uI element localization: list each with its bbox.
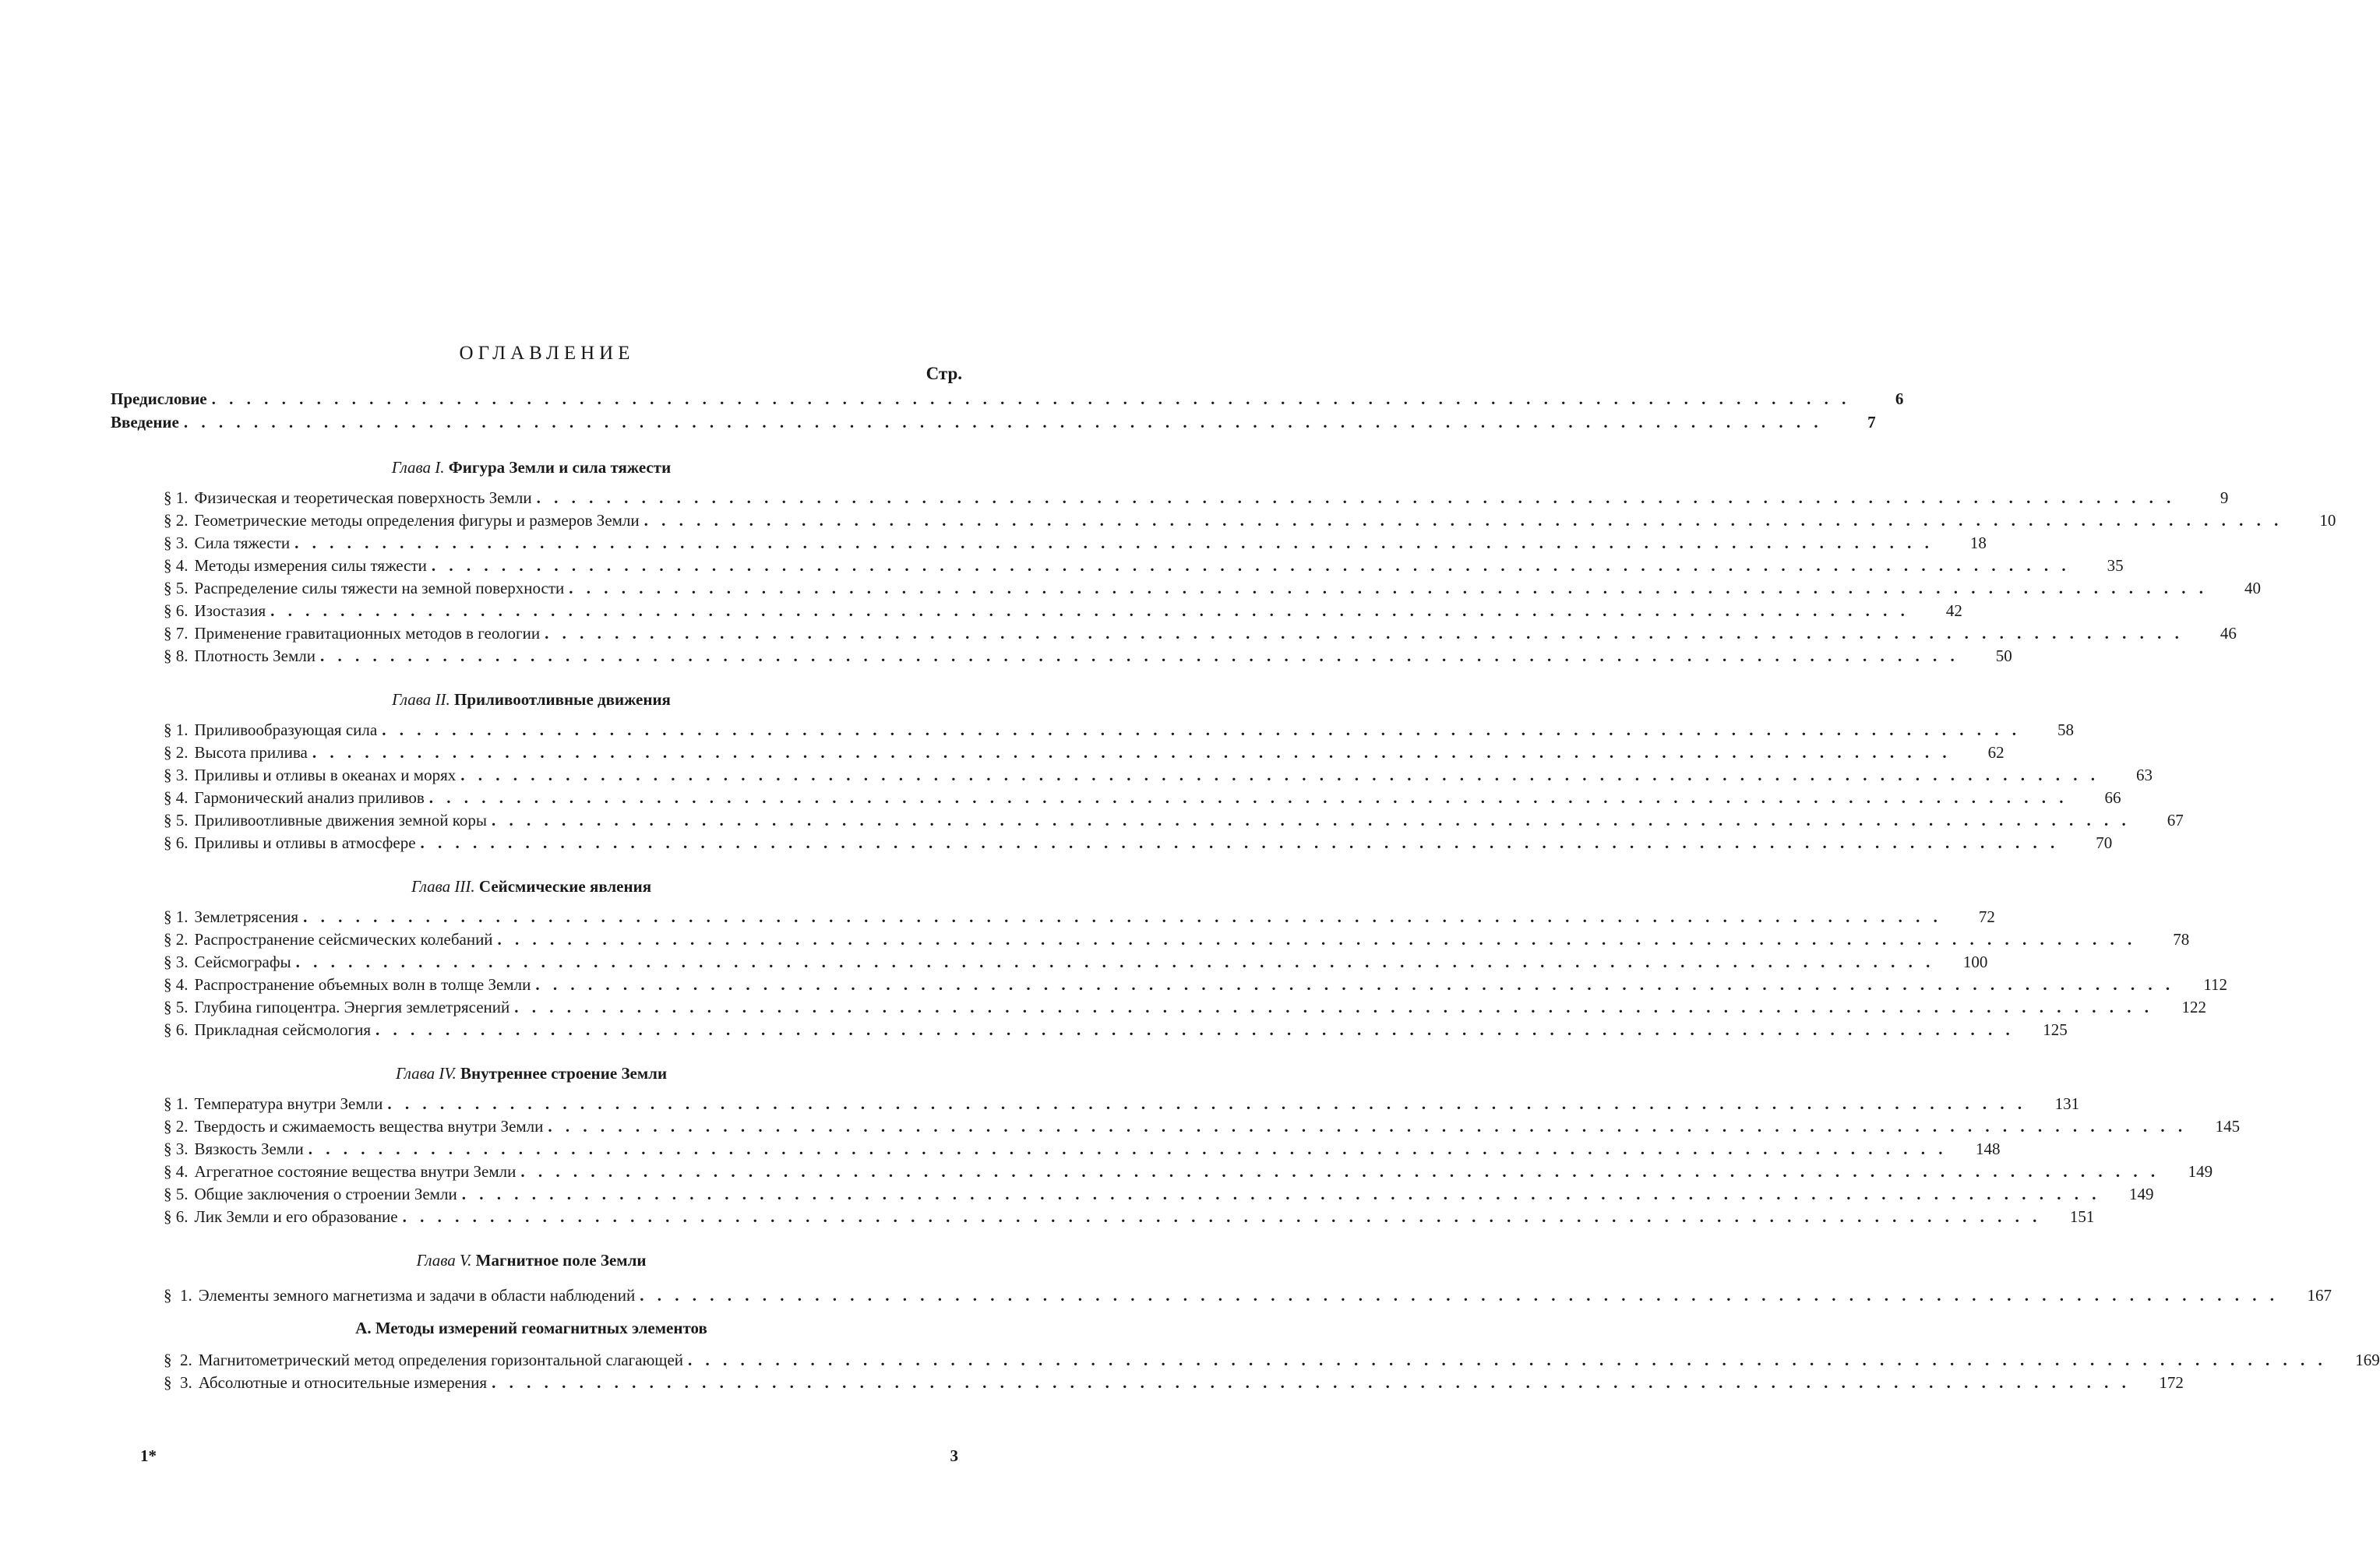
entry-label: Сейсмографы: [194, 953, 291, 971]
dot-leader: . . . . . . . . . . . . . . . . . . . . . . . . . . . . . . . . . . . . . . . . . . . . . . . . . . . . . . . . . . . . . . . . . . . . . . . . . . . . . . . . . . . . . . . . . . . . . .: [312, 743, 1952, 762]
entry-label: Распределение силы тяжести на земной поверхности: [194, 579, 565, 597]
chapter-title: Сейсмические явления: [478, 877, 652, 896]
entry-page: 148: [1976, 1140, 2001, 1158]
page-number: 3: [950, 1446, 958, 1465]
entry-label: Изостазия: [194, 601, 266, 620]
dot-leader: . . . . . . . . . . . . . . . . . . . . . . . . . . . . . . . . . . . . . . . . . . . . . . . . . . . . . . . . . . . . . . . . . . . . . . . . . . . . . . . . . . . . . . . . . . . . . .: [491, 811, 2131, 830]
entry-label: Физическая и теоретическая поверхность Земли: [194, 488, 532, 507]
section-number: § 1.: [164, 1094, 189, 1113]
toc-entry[interactable]: [164, 509, 2336, 532]
entry-page: 149: [2188, 1162, 2213, 1181]
dot-leader: . . . . . . . . . . . . . . . . . . . . . . . . . . . . . . . . . . . . . . . . . . . . . . . . . . . . . . . . . . . . . . . . . . . . . . . . . . . . . . . . . . . . . . . . . . . . . .: [536, 488, 2176, 507]
printer-signature: 1*: [140, 1446, 157, 1465]
toc-entry-preface[interactable]: [111, 387, 1904, 410]
toc-entry[interactable]: [164, 995, 2206, 1019]
toc-entry[interactable]: [164, 741, 2004, 764]
section-number: § 5.: [164, 998, 189, 1016]
toc-entry[interactable]: [164, 1160, 2213, 1183]
dot-leader: . . . . . . . . . . . . . . . . . . . . . . . . . . . . . . . . . . . . . . . . . . . . . . . . . . . . . . . . . . . . . . . . . . . . . . . . . . . . . . . . . . . . . . . . . . . . . .: [520, 1162, 2160, 1181]
toc-entry[interactable]: [164, 763, 2153, 787]
entry-page: 151: [2069, 1207, 2095, 1226]
section-number: § 2.: [164, 743, 189, 762]
toc-entry[interactable]: [164, 973, 2228, 996]
toc-entry[interactable]: [164, 718, 2074, 742]
dot-leader: . . . . . . . . . . . . . . . . . . . . . . . . . . . . . . . . . . . . . . . . . . . . . . . . . . . . . . . . . . . . . . . . . . . . . . . . . . . . . . . . . . . . . . . . . . . . . .: [514, 998, 2153, 1016]
chapter-label: Глава IV.: [395, 1064, 457, 1083]
entry-page: 9: [2220, 488, 2229, 507]
dot-leader: . . . . . . . . . . . . . . . . . . . . . . . . . . . . . . . . . . . . . . . . . . . . . . . . . . . . . . . . . . . . . . . . . . . . . . . . . . . . . . . . . . . . . . . . . . . . . .: [548, 1117, 2188, 1136]
toc-entry[interactable]: [164, 950, 1988, 974]
toc-entry[interactable]: [164, 1284, 2332, 1307]
toc-entry[interactable]: [164, 1205, 2095, 1228]
toc-entry[interactable]: [164, 576, 2262, 600]
chapter-title: Фигура Земли и сила тяжести: [448, 458, 672, 477]
section-number: § 2.: [164, 511, 189, 530]
dot-leader: . . . . . . . . . . . . . . . . . . . . . . . . . . . . . . . . . . . . . . . . . . . . . . . . . . . . . . . . . . . . . . . . . . . . . . . . . . . . . . . . . . . . . . . . . . . . . .: [643, 511, 2283, 530]
section-number: § 2.: [164, 1117, 189, 1136]
toc-entry[interactable]: [164, 786, 2121, 809]
entry-label: Методы измерения силы тяжести: [194, 556, 427, 575]
chapter-label: Глава V.: [416, 1251, 472, 1270]
toc-entry[interactable]: [164, 531, 1987, 555]
toc-entry[interactable]: [164, 622, 2237, 645]
entry-page: 131: [2054, 1094, 2080, 1113]
entry-label: Агрегатное состояние вещества внутри Земли: [194, 1162, 517, 1181]
chapter-title: Приливоотливные движения: [454, 690, 671, 709]
dot-leader: . . . . . . . . . . . . . . . . . . . . . . . . . . . . . . . . . . . . . . . . . . . . . . . . . . . . . . . . . . . . . . . . . . . . . . . . . . . . . . . . . . . . . . . . . . . . . .: [402, 1207, 2042, 1226]
toc-entry[interactable]: [164, 599, 1962, 622]
section-number: § 6.: [164, 833, 189, 852]
chapter-4-heading: [111, 1064, 952, 1083]
dot-leader: . . . . . . . . . . . . . . . . . . . . . . . . . . . . . . . . . . . . . . . . . . . . . . . . . . . . . . . . . . . . . . . . . . . . . . . . . . . . . . . . . . . . . . . . . . . . . .: [428, 788, 2068, 807]
entry-page: 63: [2136, 766, 2153, 784]
entry-page: 46: [2220, 624, 2237, 643]
section-number: § 2.: [164, 1351, 192, 1369]
dot-leader: . . . . . . . . . . . . . . . . . . . . . . . . . . . . . . . . . . . . . . . . . . . . . . . . . . . . . . . . . . . . . . . . . . . . . . . . . . . . . . . . . . . . . . . . . . . . . .: [183, 413, 1823, 432]
entry-label: Температура внутри Земли: [194, 1094, 383, 1113]
section-number: § 3.: [164, 534, 189, 552]
section-number: § 1.: [164, 488, 189, 507]
chapter-label: Глава III.: [411, 877, 475, 896]
entry-label: Приливоотливные движения земной коры: [194, 811, 487, 830]
entry-label: Приливообразующая сила: [194, 720, 378, 739]
dot-leader: . . . . . . . . . . . . . . . . . . . . . . . . . . . . . . . . . . . . . . . . . . . . . . . . . . . . . . . . . . . . . . . . . . . . . . . . . . . . . . . . . . . . . . . . . . . . . .: [376, 1020, 2015, 1039]
chapter-3-heading: [111, 877, 952, 897]
entry-label: Высота прилива: [194, 743, 308, 762]
entry-label: Предисловие: [111, 389, 207, 408]
toc-entry-introduction[interactable]: [111, 410, 1876, 434]
toc-entry[interactable]: [164, 486, 2229, 509]
section-number: § 1.: [164, 1286, 192, 1305]
chapter-title: Магнитное поле Земли: [475, 1251, 647, 1270]
toc-entry[interactable]: [164, 1371, 2184, 1394]
dot-leader: . . . . . . . . . . . . . . . . . . . . . . . . . . . . . . . . . . . . . . . . . . . . . . . . . . . . . . . . . . . . . . . . . . . . . . . . . . . . . . . . . . . . . . . . . . . . . .: [545, 624, 2184, 643]
chapter-title: Внутреннее строение Земли: [460, 1064, 668, 1083]
entry-page: 100: [1962, 953, 1988, 971]
section-number: § 5.: [164, 1185, 189, 1203]
entry-page: 7: [1867, 413, 1876, 432]
entry-label: Введение: [111, 413, 179, 432]
dot-leader: . . . . . . . . . . . . . . . . . . . . . . . . . . . . . . . . . . . . . . . . . . . . . . . . . . . . . . . . . . . . . . . . . . . . . . . . . . . . . . . . . . . . . . . . . . . . . .: [460, 766, 2100, 784]
section-number: § 6.: [164, 1207, 189, 1226]
entry-label: Применение гравитационных методов в геологии: [194, 624, 541, 643]
dot-leader: . . . . . . . . . . . . . . . . . . . . . . . . . . . . . . . . . . . . . . . . . . . . . . . . . . . . . . . . . . . . . . . . . . . . . . . . . . . . . . . . . . . . . . . . . . . . . .: [535, 975, 2175, 994]
section-number: § 1.: [164, 907, 189, 926]
toc-entry[interactable]: [164, 905, 1995, 928]
section-number: § 1.: [164, 720, 189, 739]
toc-entry[interactable]: [164, 1348, 2380, 1372]
section-number: § 6.: [164, 1020, 189, 1039]
toc-entry[interactable]: [164, 808, 2184, 832]
section-number: § 2.: [164, 930, 189, 949]
entry-label: Элементы земного магнетизма и задачи в области наблюдений: [198, 1286, 636, 1305]
entry-label: Приливы и отливы в океанах и морях: [194, 766, 457, 784]
entry-page: 145: [2215, 1117, 2241, 1136]
entry-page: 67: [2167, 811, 2184, 830]
chapter-label: Глава II.: [392, 690, 450, 709]
entry-label: Общие заключения о строении Земли: [194, 1185, 457, 1203]
entry-page: 72: [1978, 907, 1995, 926]
section-number: § 5.: [164, 811, 189, 830]
entry-label: Прикладная сейсмология: [194, 1020, 372, 1039]
dot-leader: . . . . . . . . . . . . . . . . . . . . . . . . . . . . . . . . . . . . . . . . . . . . . . . . . . . . . . . . . . . . . . . . . . . . . . . . . . . . . . . . . . . . . . . . . . . . . .: [688, 1351, 2327, 1369]
section-number: § 4.: [164, 1162, 189, 1181]
entry-label: Приливы и отливы в атмосфере: [194, 833, 416, 852]
dot-leader: . . . . . . . . . . . . . . . . . . . . . . . . . . . . . . . . . . . . . . . . . . . . . . . . . . . . . . . . . . . . . . . . . . . . . . . . . . . . . . . . . . . . . . . . . . . . . .: [431, 556, 2071, 575]
toc-entry[interactable]: [164, 1018, 2068, 1041]
entry-page: 6: [1895, 389, 1904, 408]
entry-label: Гармонический анализ приливов: [194, 788, 425, 807]
entry-label: Глубина гипоцентра. Энергия землетрясений: [194, 998, 510, 1016]
entry-label: Землетрясения: [194, 907, 299, 926]
entry-page: 70: [2096, 833, 2113, 852]
dot-leader: . . . . . . . . . . . . . . . . . . . . . . . . . . . . . . . . . . . . . . . . . . . . . . . . . . . . . . . . . . . . . . . . . . . . . . . . . . . . . . . . . . . . . . . . . . . . . .: [569, 579, 2209, 597]
entry-label: Сила тяжести: [194, 534, 291, 552]
entry-label: Абсолютные и относительные измерения: [198, 1373, 488, 1392]
entry-page: 35: [2107, 556, 2124, 575]
entry-page: 62: [1987, 743, 2004, 762]
subsection-heading: А. Методы измерений геомагнитных элементов: [355, 1319, 707, 1337]
section-number: § 4.: [164, 556, 189, 575]
section-number: § 4.: [164, 788, 189, 807]
chapter-1-heading: [111, 458, 952, 477]
entry-label: Геометрические методы определения фигуры и размеров Земли: [194, 511, 640, 530]
toc-entry[interactable]: [164, 1092, 2080, 1115]
entry-page: 172: [2159, 1373, 2184, 1392]
entry-label: Плотность Земли: [194, 646, 316, 665]
dot-leader: . . . . . . . . . . . . . . . . . . . . . . . . . . . . . . . . . . . . . . . . . . . . . . . . . . . . . . . . . . . . . . . . . . . . . . . . . . . . . . . . . . . . . . . . . . . . . .: [492, 1373, 2131, 1392]
section-number: § 3.: [164, 1140, 189, 1158]
entry-label: Распространение сейсмических колебаний: [194, 930, 493, 949]
entry-page: 122: [2181, 998, 2206, 1016]
dot-leader: . . . . . . . . . . . . . . . . . . . . . . . . . . . . . . . . . . . . . . . . . . . . . . . . . . . . . . . . . . . . . . . . . . . . . . . . . . . . . . . . . . . . . . . . . . . . . .: [420, 833, 2060, 852]
entry-page: 112: [2203, 975, 2228, 994]
section-number: § 8.: [164, 646, 189, 665]
section-number: § 4.: [164, 975, 189, 994]
entry-page: 78: [2173, 930, 2190, 949]
entry-page: 167: [2307, 1286, 2332, 1305]
chapter-2-heading: [111, 690, 952, 710]
entry-page: 149: [2128, 1185, 2154, 1203]
section-number: § 3.: [164, 766, 189, 784]
dot-leader: . . . . . . . . . . . . . . . . . . . . . . . . . . . . . . . . . . . . . . . . . . . . . . . . . . . . . . . . . . . . . . . . . . . . . . . . . . . . . . . . . . . . . . . . . . . . . .: [382, 720, 2021, 739]
toc-entry[interactable]: [164, 644, 2012, 668]
entry-label: Распространение объемных волн в толще Земли: [194, 975, 531, 994]
dot-leader: . . . . . . . . . . . . . . . . . . . . . . . . . . . . . . . . . . . . . . . . . . . . . . . . . . . . . . . . . . . . . . . . . . . . . . . . . . . . . . . . . . . . . . . . . . . . . .: [640, 1286, 2279, 1305]
dot-leader: . . . . . . . . . . . . . . . . . . . . . . . . . . . . . . . . . . . . . . . . . . . . . . . . . . . . . . . . . . . . . . . . . . . . . . . . . . . . . . . . . . . . . . . . . . . . . .: [497, 930, 2137, 949]
dot-leader: . . . . . . . . . . . . . . . . . . . . . . . . . . . . . . . . . . . . . . . . . . . . . . . . . . . . . . . . . . . . . . . . . . . . . . . . . . . . . . . . . . . . . . . . . . . . . .: [303, 907, 1942, 926]
toc-entry[interactable]: [164, 928, 2190, 951]
entry-label: Магнитометрический метод определения горизонтальной слагающей: [198, 1351, 684, 1369]
section-number: § 7.: [164, 624, 189, 643]
section-number: § 5.: [164, 579, 189, 597]
toc-entry[interactable]: [164, 1182, 2154, 1206]
section-number: § 3.: [164, 1373, 192, 1392]
entry-page: 66: [2104, 788, 2121, 807]
entry-page: 10: [2319, 511, 2336, 530]
entry-page: 18: [1969, 534, 1987, 552]
toc-entry[interactable]: [164, 1137, 2001, 1161]
chapter-label: Глава I.: [391, 458, 445, 477]
dot-leader: . . . . . . . . . . . . . . . . . . . . . . . . . . . . . . . . . . . . . . . . . . . . . . . . . . . . . . . . . . . . . . . . . . . . . . . . . . . . . . . . . . . . . . . . . . . . . .: [308, 1140, 1948, 1158]
page-column-header: Стр.: [926, 364, 962, 383]
entry-page: 58: [2057, 720, 2074, 739]
toc-title: ОГЛАВЛЕНИЕ: [459, 343, 635, 364]
entry-label: Лик Земли и его образование: [194, 1207, 398, 1226]
entry-page: 50: [1995, 646, 2012, 665]
dot-leader: . . . . . . . . . . . . . . . . . . . . . . . . . . . . . . . . . . . . . . . . . . . . . . . . . . . . . . . . . . . . . . . . . . . . . . . . . . . . . . . . . . . . . . . . . . . . . .: [319, 646, 1959, 665]
chapter-5-heading: [111, 1251, 952, 1270]
entry-label: Вязкость Земли: [194, 1140, 304, 1158]
entry-page: 169: [2355, 1351, 2380, 1369]
section-number: § 6.: [164, 601, 189, 620]
entry-page: 42: [1945, 601, 1962, 620]
section-number: § 3.: [164, 953, 189, 971]
entry-page: 125: [2043, 1020, 2068, 1039]
dot-leader: . . . . . . . . . . . . . . . . . . . . . . . . . . . . . . . . . . . . . . . . . . . . . . . . . . . . . . . . . . . . . . . . . . . . . . . . . . . . . . . . . . . . . . . . . . . . . .: [294, 534, 1934, 552]
toc-entry[interactable]: [164, 554, 2124, 577]
entry-label: Твердость и сжимаемость вещества внутри Земли: [194, 1117, 544, 1136]
toc-entry[interactable]: [164, 1115, 2241, 1138]
dot-leader: . . . . . . . . . . . . . . . . . . . . . . . . . . . . . . . . . . . . . . . . . . . . . . . . . . . . . . . . . . . . . . . . . . . . . . . . . . . . . . . . . . . . . . . . . . . . . .: [461, 1185, 2101, 1203]
dot-leader: . . . . . . . . . . . . . . . . . . . . . . . . . . . . . . . . . . . . . . . . . . . . . . . . . . . . . . . . . . . . . . . . . . . . . . . . . . . . . . . . . . . . . . . . . . . . . .: [270, 601, 1909, 620]
dot-leader: . . . . . . . . . . . . . . . . . . . . . . . . . . . . . . . . . . . . . . . . . . . . . . . . . . . . . . . . . . . . . . . . . . . . . . . . . . . . . . . . . . . . . . . . . . . . . .: [295, 953, 1935, 971]
toc-entry[interactable]: [164, 831, 2113, 854]
dot-leader: . . . . . . . . . . . . . . . . . . . . . . . . . . . . . . . . . . . . . . . . . . . . . . . . . . . . . . . . . . . . . . . . . . . . . . . . . . . . . . . . . . . . . . . . . . . . . .: [211, 389, 1851, 408]
dot-leader: . . . . . . . . . . . . . . . . . . . . . . . . . . . . . . . . . . . . . . . . . . . . . . . . . . . . . . . . . . . . . . . . . . . . . . . . . . . . . . . . . . . . . . . . . . . . . .: [387, 1094, 2027, 1113]
entry-page: 40: [2244, 579, 2262, 597]
